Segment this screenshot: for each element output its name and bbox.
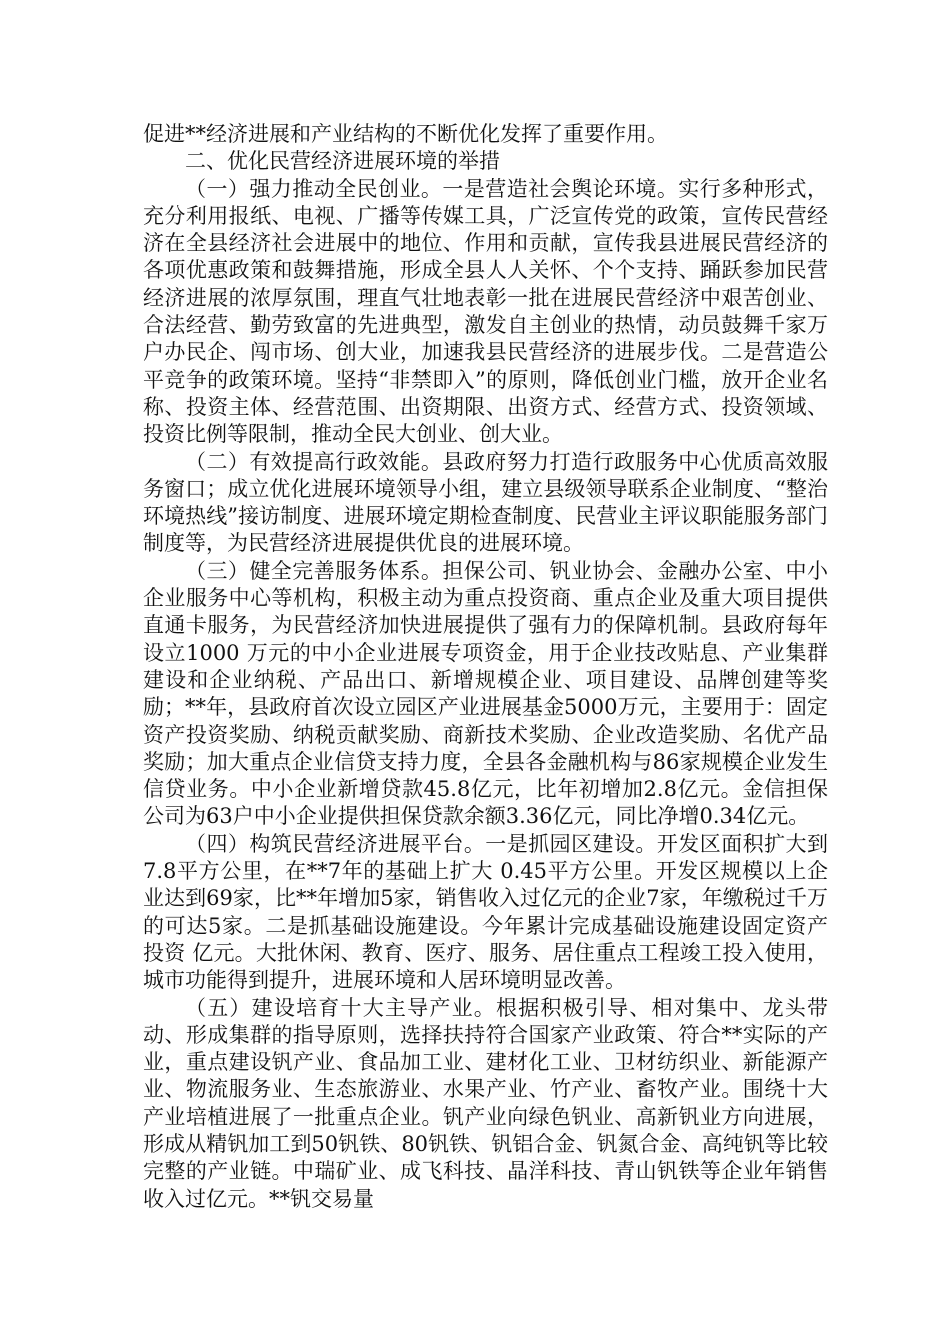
paragraph-leading-industries: （五）建设培育十大主导产业。根据积极引导、相对集中、龙头带动、形成集群的指导原则，选择扶持符合国家产业政策、符合**实际的产业，重点建设钒产业、食品加工业、建材化工业、卫材纺织业、新能源产业、物流服务业、生态旅游业、水果产业、竹产业、畜牧产业。围绕十大产业培植进展了一批重点企业。钒产业向绿色钒业、高新钒业方向进展，形成从精钒加工到50钒铁、80钒铁、钒铝合金、钒氮合金、高纯钒等比较完整的产业链。中瑞矿业、成飞科技、晶洋科技、青山钒铁等企业年销售收入过亿元。**钒交易量 — [143, 995, 828, 1211]
section-heading: 二、优化民营经济进展环境的举措 — [185, 149, 500, 174]
paragraph-development-platform: （四）构筑民营经济进展平台。一是抓园区建设。开发区面积扩大到7.8平方公里，在**7年的基础上扩大 0.45平方公里。开发区规模以上企业达到69家，比**年增加5家，销售收入过亿元的企业7家，年缴税过千万的可达5家。二是抓基础设施建设。今年累计完成基础设施建设固定资产投资 亿元。大批休闲、教育、医疗、服务、居住重点工程竣工投入使用，城市功能得到提升，进展环境和人居环境明显改善。 — [143, 831, 828, 993]
paragraph-continuation: 促进**经济进展和产业结构的不断优化发挥了重要作用。 — [143, 122, 668, 146]
paragraph-entrepreneurship: （一）强力推动全民创业。一是营造社会舆论环境。实行多种形式，充分利用报纸、电视、广播等传媒工具，广泛宣传党的政策，宣传民营经济在全县经济社会进展中的地位、作用和贡献，宣传我县进展民营经济的各项优惠政策和鼓舞措施，形成全县人人关怀、个个支持、踊跃参加民营经济进展的浓厚氛围，理直气壮地表彰一批在进展民营经济中艰苦创业、合法经营、勤劳致富的先进典型，激发自主创业的热情，动员鼓舞千家万户办民企、闯市场、创大业，加速我县民营经济的进展步伐。二是营造公平竞争的政策环境。坚持“非禁即入”的原则，降低创业门槛，放开企业名称、投资主体、经营范围、出资期限、出资方式、经营方式、投资领域、投资比例等限制，推动全民大创业、创大业。 — [143, 176, 828, 447]
document-body — [143, 121, 828, 1213]
paragraph-service-system: （三）健全完善服务体系。担保公司、钒业协会、金融办公室、中小企业服务中心等机构，积极主动为重点投资商、重点企业及重大项目提供直通卡服务，为民营经济加快进展提供了强有力的保障机制。县政府每年设立1000 万元的中小企业进展专项资金，用于企业技改贴息、产业集群建设和企业纳税、产品出口、新增规模企业、项目建设、品牌创建等奖励；**年，县政府首次设立园区产业进展基金5000万元，主要用于：固定资产投资奖励、纳税贡献奖励、商新技术奖励、企业改造奖励、名优产品奖励；加大重点企业信贷支持力度，全县各金融机构与86家规模企业发生信贷业务。中小企业新增贷款45.8亿元，比年初增加2.8亿元。金信担保公司为63户中小企业提供担保贷款余额3.36亿元，同比净增0.34亿元。 — [143, 558, 828, 829]
paragraph-administrative-efficiency: （二）有效提高行政效能。县政府努力打造行政服务中心优质高效服务窗口；成立优化进展环境领导小组，建立县级领导联系企业制度、“整治环境热线”接访制度、进展环境定期检查制度、民营业主评议职能服务部门制度等，为民营经济进展提供优良的进展环境。 — [143, 449, 828, 556]
